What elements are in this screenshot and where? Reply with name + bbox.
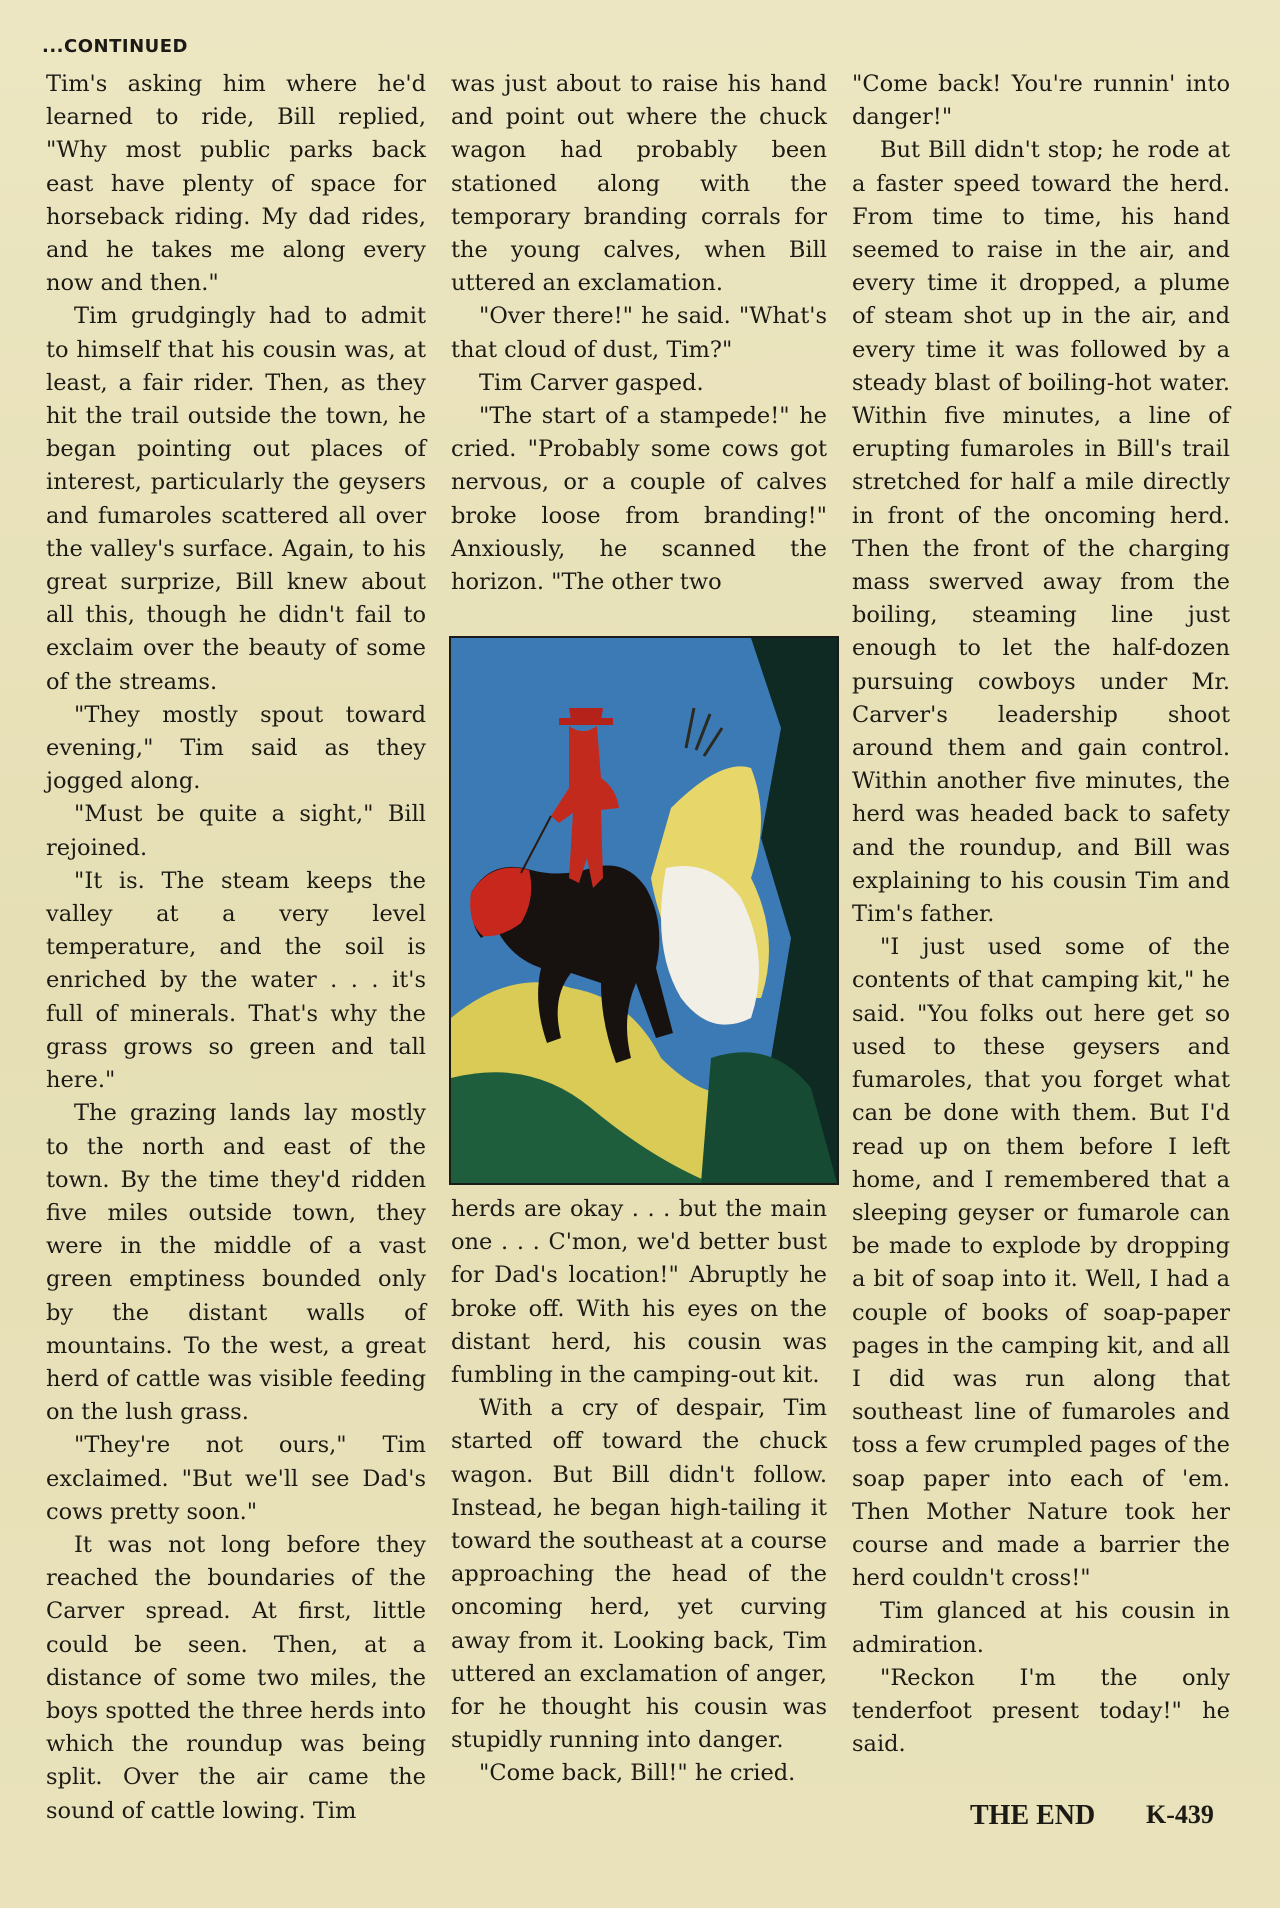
paragraph: was just about to raise his hand and point out where the chuck wagon had probably been stationed along with the temporary branding corrals for the young calves, when Bill uttered an exclamation. xyxy=(451,71,827,297)
paragraph: But Bill didn't stop; he rode at a faster speed toward the herd. From time to time, his hand seemed to raise in the air, and every time it dropped, a plume of steam shot up in the air, and every time it was followed by a steady blast of boiling-hot water. Within five minutes, a line of erupting fumaroles in Bill's trail stretched for half a mile directly in front of the oncoming herd. Then the front of the charging mass swerved away from the boiling, steaming line just enough to let the half-dozen pursuing cowboys under Mr. Carver's leadership shoot around them and gain control. Within another five minutes, the herd was headed back to safety and the roundup, and Bill was explaining to his cousin Tim and Tim's father. xyxy=(852,137,1230,928)
cowboy-on-horse-icon xyxy=(451,638,837,1183)
paragraph: "They mostly spout toward evening," Tim said as they jogged along. xyxy=(46,701,426,795)
paragraph: Tim's asking him where he'd learned to ride, Bill replied, "Why most public parks back east have plenty of space for horseback riding. My dad rides, and he takes me along every now and then." xyxy=(46,71,426,297)
paragraph: Tim Carver gasped. xyxy=(479,369,704,396)
paragraph: "They're not ours," Tim exclaimed. "But we'll see Dad's cows pretty soon." xyxy=(46,1432,426,1525)
paragraph: The grazing lands lay mostly to the north and east of the town. By the time they'd ridden five miles outside town, they were in the middle of a vast green emptiness bounded only by the distant walls of mountains. To the west, a great herd of cattle was visible feeding on the lush grass. xyxy=(46,1100,426,1426)
text-column-2-top xyxy=(451,68,827,599)
paragraph: "I just used some of the contents of that camping kit," he said. "You folks out here get so used to these geysers and fumaroles, that you forget what can be done with them. But I'd read up on them before I left home, and I remembered that a sleeping geyser or fumarole can be made to explode by dropping a bit of soap into it. Well, I had a couple of books of soap-paper pages in the camping kit, and all I did was run along that southeast line of fumaroles and toss a few crumpled pages of the soap paper into each of 'em. Then Mother Nature took her course and made a barrier the herd couldn't cross!" xyxy=(852,934,1230,1592)
text-column-1 xyxy=(46,68,426,1828)
paragraph: It was not long before they reached the boundaries of the Carver spread. At first, little could be seen. Then, at a distance of some two miles, the boys spotted the three herds into which the roundup was being split. Over the air came the sound of cattle lowing. Tim xyxy=(46,1531,426,1824)
paragraph: Tim grudgingly had to admit to himself that his cousin was, at least, a fair rider. Then, as they hit the trail outside the town, he began pointing out places of interest, particularly the geysers and fumaroles scattered all over the valley's surface. Again, to his great surprize, Bill knew about all this, though he didn't fail to exclaim over the beauty of some of the streams. xyxy=(46,303,426,695)
horse-rider-illustration xyxy=(449,636,839,1185)
paragraph: "Reckon I'm the only tenderfoot present today!" he said. xyxy=(852,1664,1230,1758)
paragraph: "The start of a stampede!" he cried. "Probably some cows got nervous, or a couple of calves broke loose from branding!" Anxiously, he scanned the horizon. "The other two xyxy=(451,403,827,596)
paragraph: "Come back, Bill!" he cried. xyxy=(479,1760,796,1787)
text-column-2-bottom xyxy=(451,1193,827,1791)
paragraph: Tim glanced at his cousin in admiration. xyxy=(852,1598,1230,1658)
footer xyxy=(970,1800,1214,1832)
paragraph: "Must be quite a sight," Bill rejoined. xyxy=(46,801,426,861)
text-column-3 xyxy=(852,68,1230,1761)
paragraph: herds are okay . . . but the main one . . . C'mon, we'd better bust for Dad's location!" Abruptly he broke off. With his eyes on the distant herd, his cousin was fumbling in the camping-out kit. xyxy=(451,1196,827,1389)
paragraph: "Over there!" he said. "What's that cloud of dust, Tim?" xyxy=(451,303,827,363)
paragraph: With a cry of despair, Tim started off toward the chuck wagon. But Bill didn't follow. Instead, he began high-tailing it toward the southeast at a course approaching the head of the oncoming herd, yet curving away from it. Looking back, Tim uttered an exclamation of anger, for he thought his cousin was stupidly running into danger. xyxy=(451,1395,827,1754)
the-end-label: THE END xyxy=(970,1800,1096,1831)
paragraph: "Come back! You're runnin' into danger!" xyxy=(852,71,1230,131)
page-code: K-439 xyxy=(1146,1800,1214,1829)
paragraph: "It is. The steam keeps the valley at a very level temperature, and the soil is enriched by the water . . . it's full of minerals. That's why the grass grows so green and tall here." xyxy=(46,867,426,1094)
continued-header: ...CONTINUED xyxy=(42,36,188,57)
